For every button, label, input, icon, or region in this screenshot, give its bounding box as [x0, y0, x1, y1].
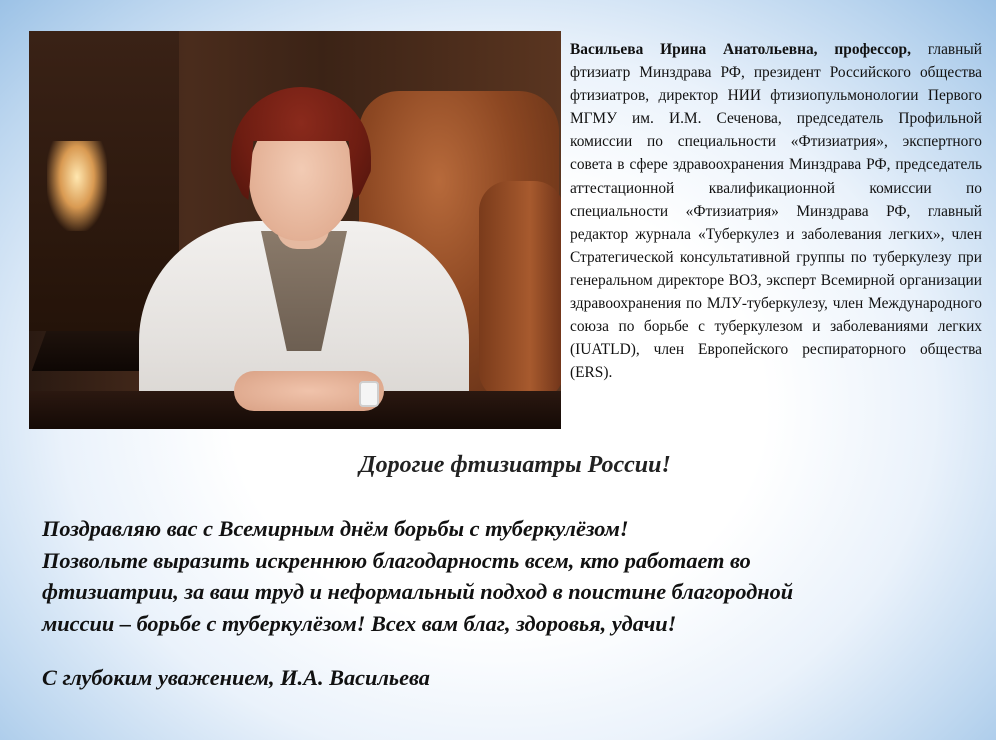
message-line: Поздравляю вас с Всемирным днём борьбы с туберкулёзом!: [42, 516, 629, 541]
photo-watch: [359, 381, 379, 407]
message-line: Позвольте выразить искреннюю благодарность всем, кто работает во: [42, 547, 751, 573]
message-line: фтизиатрии, за ваш труд и неформальный подход в поистине благородной: [42, 579, 794, 604]
photo-chair-armrest: [479, 181, 561, 401]
bio-name: Васильева Ирина Анатольевна, профессор,: [570, 41, 911, 58]
bio-text: [570, 38, 982, 384]
message-line: миссии – борьбе с туберкулёзом! Всех вам благ, здоровья, удачи!: [42, 610, 677, 636]
greeting-heading: Дорогие фтизиатры России!: [359, 452, 671, 478]
signature: С глубоким уважением, И.А. Васильева: [42, 665, 430, 690]
bio-description: главный фтизиатр Минздрава РФ, президент Российского общества фтизиатров, директор НИИ фтизиопульмонологии Первого МГМУ им. И.М. Сеченова, председатель Профильной комиссии по специальности «Фтизиатрия», экспертного совета в сфере здравоохранения Минздрава РФ, председатель аттестационной квалификационной комиссии по специальности «Фтизиатрия» Минздрава РФ, главный редактор журнала «Туберкулез и заболевания легких», член Стратегической консультативной группы по туберкулезу при генеральном директоре ВОЗ, эксперт Всемирной организации здравоохранения по МЛУ-туберкулезу, член Международного союза по борьбе с туберкулезом и заболеваниями легких (IUATLD), член Европейского респираторного общества (ERS).: [570, 41, 982, 382]
photo-lamp: [47, 141, 107, 231]
portrait-photo: [29, 31, 561, 429]
congratulation-message: [42, 513, 942, 639]
